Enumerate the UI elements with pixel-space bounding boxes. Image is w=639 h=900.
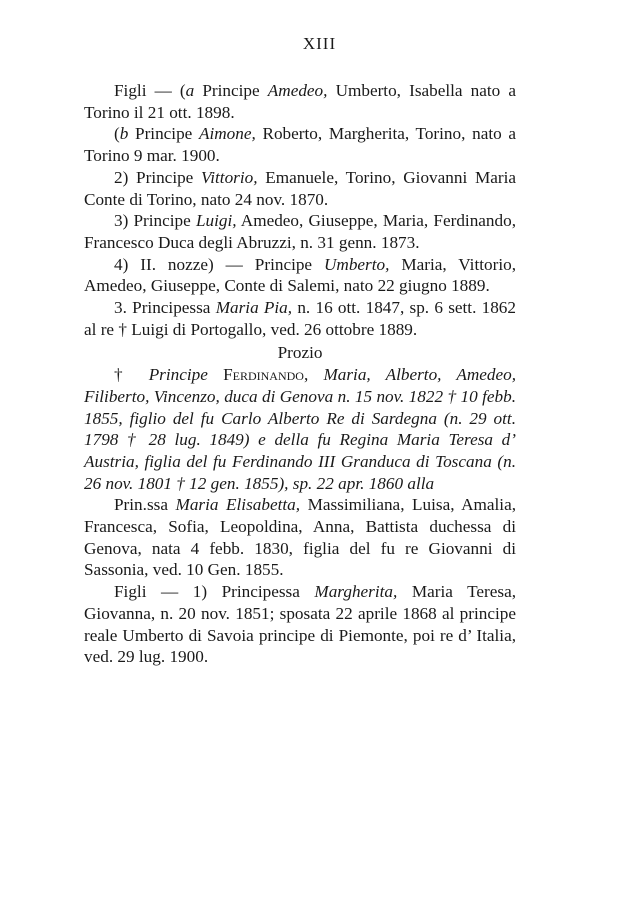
text-run: Massimiliana, Luisa, Amalia, Francesca, Sofia, Leopoldina, Anna, Battista duchessa di Genova, nata 4 febb. 1830, figlia del fu re Giovanni di Sassonia, ved. 10 Gen. 1855. [84, 495, 516, 580]
section-heading-prozio [84, 342, 516, 364]
text-run: † [114, 365, 149, 385]
text-run: Maria Teresa, Giovanna, n. 20 nov. 1851; sposata 22 aprile 1868 al principe reale Umberto di Savoia principe di Piemonte, poi re d’ Italia, ved. 29 lug. 1900. [84, 582, 516, 667]
text-run: Ferdinando, [223, 365, 309, 385]
text-run: Margherita, [314, 582, 398, 602]
text-run: Aimone, [198, 124, 256, 144]
text-run: 4) II. nozze) — Principe [114, 254, 324, 274]
paragraph-ferdinando [84, 364, 516, 494]
paragraph-umberto [84, 254, 516, 297]
paragraph-figli-aimone [84, 123, 516, 166]
text-run: 3) Principe [114, 211, 196, 231]
text-run: 2) Principe [114, 167, 202, 187]
text-run: Luigi, [195, 211, 237, 231]
text-run: b [119, 124, 129, 144]
text-run: Roberto, Margherita, Torino, nato a Torino 9 mar. 1900. [84, 124, 517, 166]
text-run: a [185, 81, 195, 100]
text-run: Amedeo, Giuseppe, Maria, Ferdinando, Francesco Duca degli Abruzzi, n. 31 genn. 1873. [84, 211, 516, 252]
text-run: Principe [148, 365, 224, 385]
paragraph-figli-margherita [84, 581, 516, 668]
text-run: Umberto, [324, 254, 390, 274]
text-run: Prozio [277, 343, 323, 363]
text-run: Maria Pia, [215, 298, 293, 318]
text-run: Maria, Alberto, Amedeo, Filiberto, Vincenzo, duca di Genova n. 15 nov. 1822 † 10 febb. 1855, figlio del fu Carlo Alberto Re di Sardegna (n. 29 ott. 1798 † 28 lug. 1849) e della fu Regina Maria Teresa d’ Austria, figlia del fu Ferdinando III Granduca di Toscana (n. 26 nov. 1801 † 12 gen. 1855), sp. 22 apr. 1860 alla [84, 365, 516, 493]
text-run: Figli — ( [114, 81, 186, 100]
paragraph-figli-amedeo [84, 80, 516, 123]
text-run: Umberto, Isabella nato a Torino il 21 ott. 1898. [84, 81, 517, 122]
text-run: 3. Principessa [114, 298, 216, 318]
paragraph-luigi [84, 210, 516, 253]
text-run: Principe [194, 81, 268, 100]
text-run: n. 16 ott. 1847, sp. 6 sett. 1862 al re † Luigi di Portogallo, ved. 26 ottobre 1889. [84, 298, 516, 339]
paragraph-vittorio [84, 167, 516, 210]
text-run: ( [114, 124, 120, 144]
text-run: Emanuele, Torino, Giovanni Maria Conte di Torino, nato 24 nov. 1870. [84, 167, 516, 209]
text-run: Maria Elisabetta, [175, 495, 301, 515]
paragraph-maria-elisabetta [84, 494, 516, 581]
page-number: XIII [302, 34, 337, 53]
text-run: Maria, Vittorio, Amedeo, Giuseppe, Conte di Salemi, nato 22 giugno 1889. [84, 254, 516, 296]
text-run: Prin.ssa [114, 495, 176, 515]
text-run: Vittorio, [201, 167, 258, 187]
paragraph-maria-pia [84, 297, 516, 340]
text-run: Figli — 1) Principessa [114, 582, 315, 602]
text-run: Principe [128, 124, 199, 144]
text-body [84, 80, 516, 668]
text-run: Amedeo, [267, 81, 328, 100]
